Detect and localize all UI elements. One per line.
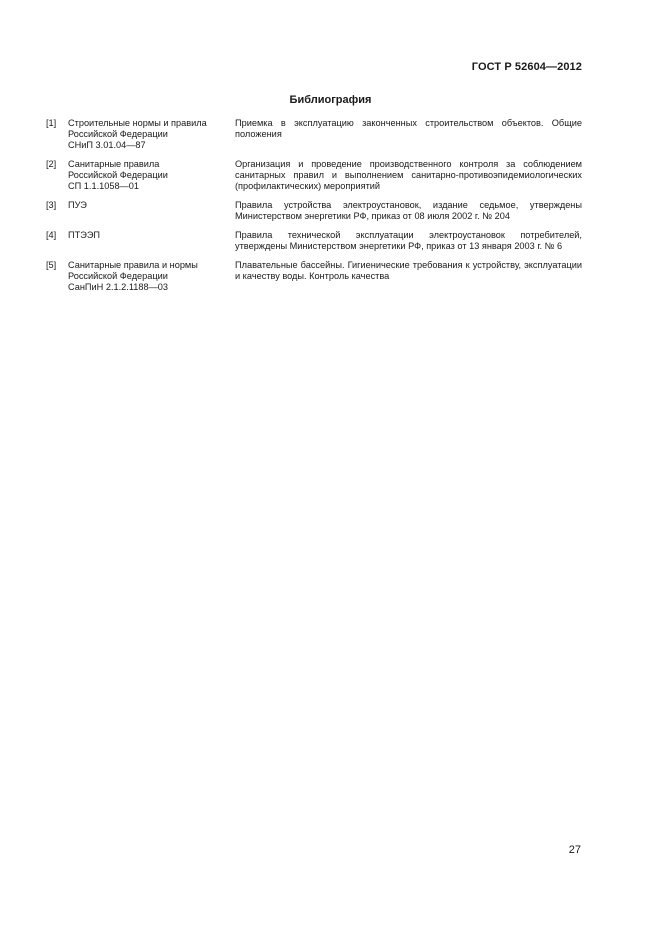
entry-number: [1]	[46, 118, 57, 128]
bibliography-entry-5	[46, 260, 582, 293]
standard-code-header: ГОСТ Р 52604—2012	[471, 61, 582, 73]
entry-source: Санитарные правила и нормы Российской Федерации СанПиН 2.1.2.1188—03	[68, 260, 198, 292]
bibliography-entry-1	[46, 118, 582, 151]
entry-number: [5]	[46, 260, 57, 270]
entry-title: Плавательные бассейны. Гигиенические требования к устройству, эксплуатации и качеству воды. Контроль качества	[235, 260, 582, 281]
entry-number: [4]	[46, 230, 57, 240]
entry-title: Организация и проведение производственного контроля за соблюдением санитарных правил и выполнением санитарно-противоэпидемиологических (профилактических) мероприятий	[235, 159, 582, 191]
entry-title: Правила устройства электроустановок, издание седьмое, утверждены Министерством энергетики РФ, приказ от 08 июля 2002 г. № 204	[235, 200, 582, 221]
bibliography-entry-2	[46, 159, 582, 192]
page-number: 27	[568, 844, 581, 856]
bibliography-entry-4	[46, 230, 582, 252]
entry-source: Строительные нормы и правила Российской Федерации СНиП 3.01.04—87	[68, 118, 207, 150]
entry-number: [2]	[46, 159, 57, 169]
bibliography-entry-3	[46, 200, 582, 222]
entry-source: ПТЭЭП	[68, 230, 101, 240]
bibliography-list	[46, 118, 582, 301]
entry-source: Санитарные правила Российской Федерации СП 1.1.1058—01	[68, 159, 168, 191]
entry-title: Правила технической эксплуатации электроустановок потребителей, утверждены Министерством энергетики РФ, приказ от 13 января 2003 г. № 6	[235, 230, 582, 251]
entry-number: [3]	[46, 200, 57, 210]
bibliography-title: Библиография	[289, 94, 372, 106]
entry-source: ПУЭ	[68, 200, 87, 210]
entry-title: Приемка в эксплуатацию законченных строительством объектов. Общие положения	[235, 118, 582, 139]
